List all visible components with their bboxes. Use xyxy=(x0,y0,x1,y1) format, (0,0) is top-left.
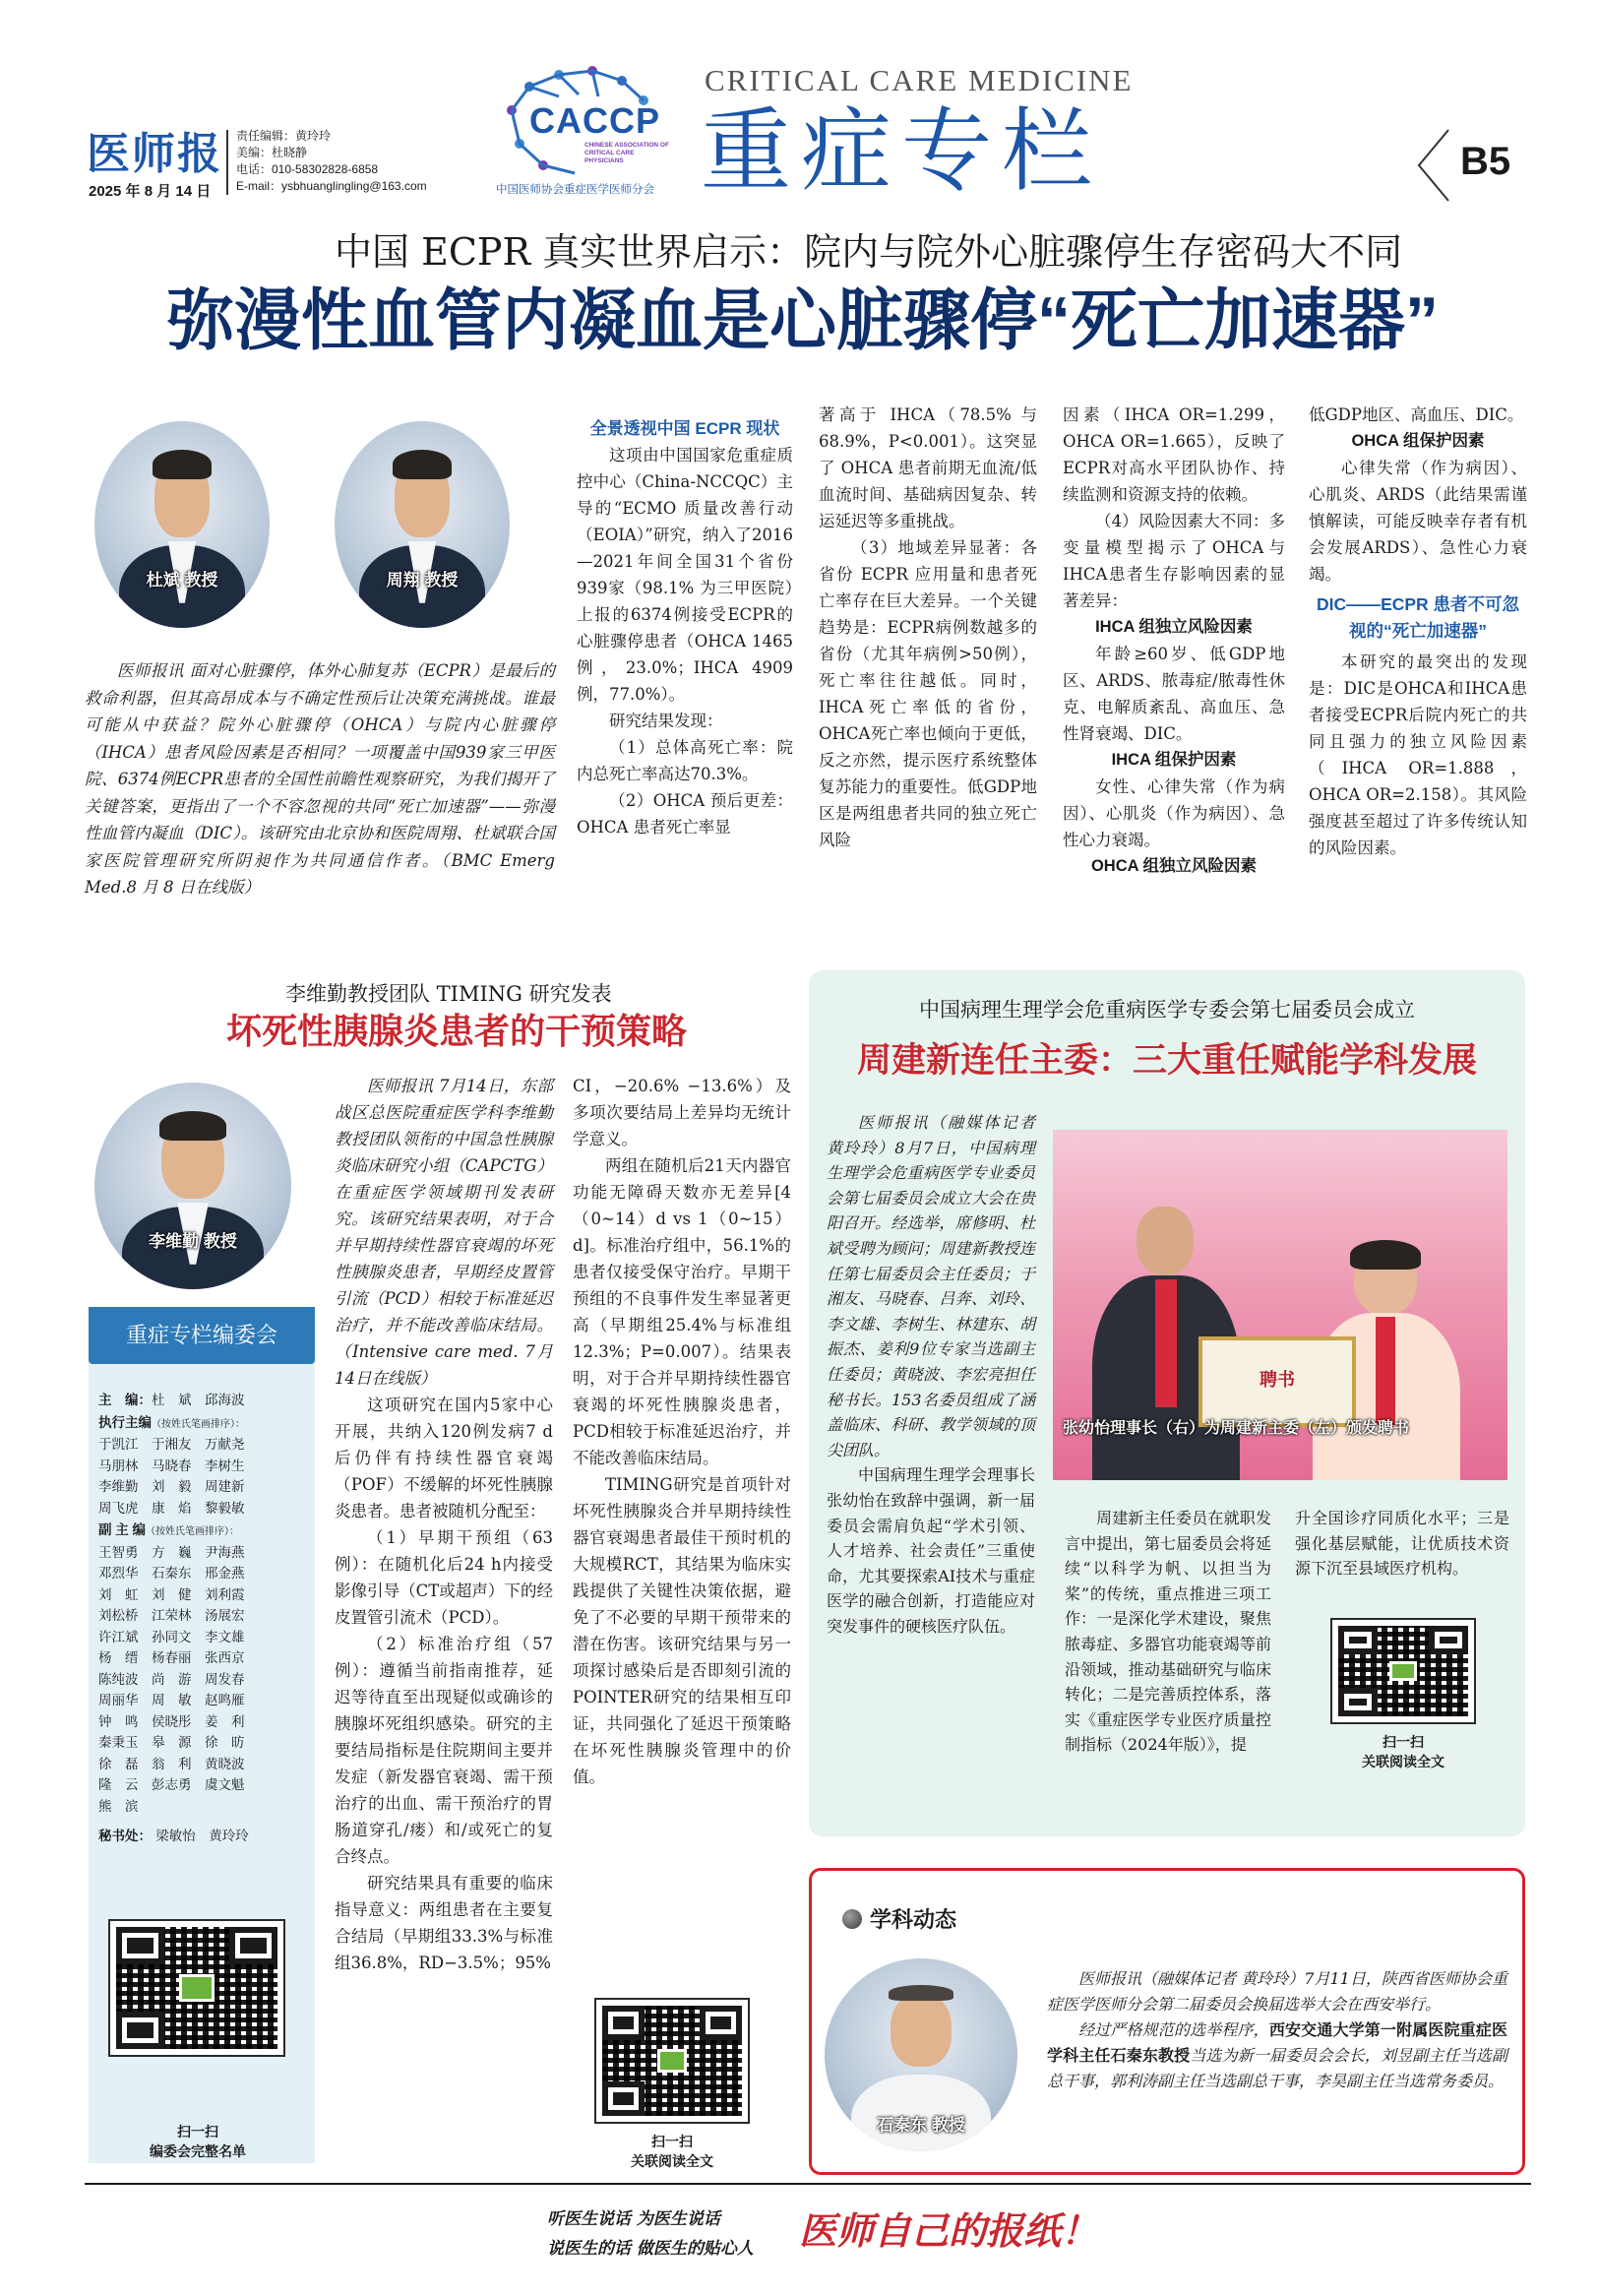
lead-paragraph: 著高于 IHCA（78.5% 与 68.9%，P<0.001）。这突显了 OHCA 患者前期无血流/低血流时间、基础病因复杂、转运延迟等多重挑战。 xyxy=(819,405,1037,530)
lead-subhead: OHCA 组保护因素 xyxy=(1351,432,1485,450)
qr-finder xyxy=(1338,1688,1378,1716)
lead-column-3 xyxy=(819,402,1037,853)
committee-member-row: 周飞虎 康 焰 黎毅敏 xyxy=(98,1500,245,1517)
timing-qr-caption xyxy=(590,2132,754,2171)
timing-paragraph: 两组在随机后21天内器官功能无障碍天数亦无差异[4（0~14）d vs 1（0~15）d]。标准治疗组中，56.1%的患者仅接受保守治疗。早期干预组的不良事件发生率显著更高（早期组25.4%与标准组12.3%；P=0.007）。结果表明，对于合并早期持续性器官衰竭的坏死性胰腺炎患者，PCD相较于标准延迟治疗，并不能改善临床结局。 xyxy=(573,1156,791,1467)
qr-logo xyxy=(1389,1661,1418,1682)
committee-member-row: 于凯江 于湘友 万献尧 xyxy=(98,1437,245,1453)
avatar-hair xyxy=(393,450,453,478)
person-head xyxy=(1137,1207,1194,1275)
issue-date: 2025 年 8 月 14 日 xyxy=(89,183,212,200)
lead-paragraph: （4）风险因素大不同：多变量模型揭示了OHCA与IHCA患者生存影响因素的显著差异： xyxy=(1063,512,1285,610)
lead-kicker: 中国 ECPR 真实世界启示：院内与院外心脏骤停生存密码大不同 xyxy=(335,230,1403,274)
pathophys-paragraph: 升全国诊疗同质化水平；三是强化基层赋能，让优质技术资源下沉至县域医疗机构。 xyxy=(1295,1509,1509,1579)
avatar-du-bin xyxy=(94,421,270,628)
committee-sec: 梁敏怡 黄玲玲 xyxy=(155,1829,249,1844)
committee-chief-label: 主 编： xyxy=(98,1393,152,1407)
dynamics-text-part: 当选为新一届委员会会长，刘昱副主任当选副总干事，郭利涛副主任当选副总干事，李昊副主任当选常务委员。 xyxy=(1047,2046,1507,2090)
timing-paragraph: CI，−20.6% −13.6%）及多项次要结局上差异均无统计学意义。 xyxy=(573,1077,791,1148)
timing-column-2 xyxy=(573,1073,791,1790)
committee-vice-list xyxy=(98,1543,309,1819)
lead-subhead: IHCA 组保护因素 xyxy=(1111,751,1237,769)
qr-caption-line: 关联阅读全文 xyxy=(631,2153,713,2169)
person-lanyard xyxy=(1376,1317,1395,1425)
page-number: B5 xyxy=(1460,140,1511,183)
section-title-cn: 重症专栏 xyxy=(701,101,1103,202)
caccp-logo xyxy=(490,57,677,201)
logo-cn: 中国医师协会重症医学医师分会 xyxy=(496,184,654,196)
lead-paragraph: （2）OHCA 预后更差：OHCA 患者死亡率显 xyxy=(577,791,793,837)
lead-subhead: IHCA 组独立风险因素 xyxy=(1095,618,1253,636)
avatar-zhou-xiang xyxy=(335,421,510,628)
pathophys-qr-caption xyxy=(1319,1732,1488,1771)
section-title-en: CRITICAL CARE MEDICINE xyxy=(705,63,1134,97)
editor-line: 责任编辑：黄玲玲 xyxy=(236,129,332,143)
avatar-hair xyxy=(889,1985,954,2001)
lead-paragraph: 这项由中国国家危重症质控中心（China-NCCQC）主导的“ECMO 质量改善行动（EOIA）”研究，纳入了2016—2021年间全国31个省份939家（98.1% 为三甲医院）上报的6374例接受ECPR的心脏骤停患者（OHCA 1465例，23.0%；IHCA 4909例，77.0%）。 xyxy=(577,446,793,704)
pathophys-kicker: 中国病理生理学会危重病医学专委会第七届委员会成立 xyxy=(919,998,1415,1022)
pathophys-paragraph: 周建新主任委员在就职发言中提出，第七届委员会将延续“以科学为帆、以担当为桨”的传统，重点推进三项工作：一是深化学术建设，聚焦脓毒症、多器官功能衰竭等前沿领域，推动基础研究与临床转化；二是完善质控体系，落实《重症医学专业医疗质量控制指标（2024年版）》，提 xyxy=(1065,1509,1271,1755)
timing-paragraph: 研究结果具有重要的临床指导意义：两组患者在主要复合结局（早期组33.3%与标准组36.8%，RD−3.5%；95% xyxy=(335,1874,553,1972)
timing-headline: 坏死性胰腺炎患者的干预策略 xyxy=(226,1011,688,1051)
lead-subhead-dic: DIC——ECPR 患者不可忽视的“死亡加速器” xyxy=(1316,594,1520,641)
lead-column-5 xyxy=(1309,402,1527,861)
lead-subhead: OHCA 组独立风险因素 xyxy=(1090,857,1258,875)
dynamics-paragraph: 医师报讯（融媒体记者 黄玲玲）7月11日，陕西省医师协会重症医学医师分会第二届委员会换届选举大会在西安举行。 xyxy=(1047,1969,1507,2014)
avatar-hair xyxy=(159,1111,226,1140)
qr-caption-line: 关联阅读全文 xyxy=(1362,1754,1444,1769)
committee-chief-row xyxy=(98,1390,309,1412)
timing-paragraph: （1）早期干预组（63例）：在随机化后24 h内接受影像引导（CT或超声）下的经皮置管引流术（PCD）。 xyxy=(335,1528,553,1627)
committee-member-row: 王智勇 方 巍 尹海燕 xyxy=(98,1544,245,1561)
lead-paragraph: 低GDP地区、高血压、DIC。 xyxy=(1309,405,1524,424)
avatar-caption: 李维勤 教授 xyxy=(149,1232,237,1252)
committee-member-row: 秦秉玉 皋 源 徐 昉 xyxy=(98,1735,245,1751)
committee-member-row: 刘松桥 江荣林 汤展宏 xyxy=(98,1608,245,1624)
timing-paragraph: 这项研究在国内5家中心开展，共纳入120例发病7 d后仍伴有持续性器官衰竭（POF）不缓解的坏死性胰腺炎患者。患者被随机分配至： xyxy=(335,1396,553,1520)
committee-member-row: 马朋林 马晓春 李树生 xyxy=(98,1458,245,1474)
committee-member-row: 熊 滨 xyxy=(98,1798,139,1815)
dynamics-bullet-icon xyxy=(842,1909,862,1929)
editor-info xyxy=(236,128,427,195)
qr-logo xyxy=(657,2049,688,2074)
qr-finder xyxy=(1429,1626,1468,1654)
qr-finder xyxy=(229,1927,277,1964)
pathophys-column-3 xyxy=(1295,1506,1509,1582)
committee-member-row: 钟 鸣 侯晓彤 姜 利 xyxy=(98,1713,245,1730)
committee-member-row: 邓烈华 石秦东 邢金燕 xyxy=(98,1566,245,1582)
qr-finder xyxy=(602,2081,645,2116)
lead-paragraph: 因素（IHCA OR=1.299，OHCA OR=1.665），反映了ECPR对高水平团队协作、持续监测和资源支持的依赖。 xyxy=(1063,405,1285,504)
masthead-divider xyxy=(226,130,228,195)
qr-caption-line: 扫一扫 xyxy=(651,2134,693,2149)
art-line: 美编：杜晓静 xyxy=(236,146,308,159)
committee-member-row: 杨 缙 杨春丽 张西京 xyxy=(98,1650,245,1666)
lead-paragraph: 心律失常（作为病因）、心肌炎、ARDS（此结果需谨慎解读，可能反映幸存者有机会发展ARDS）、急性心力衰竭。 xyxy=(1309,459,1527,584)
qr-caption-line: 编委会完整名单 xyxy=(150,2143,246,2159)
qr-finder xyxy=(116,2012,164,2049)
pathophys-column-1 xyxy=(827,1110,1035,1639)
dynamics-text xyxy=(1047,1966,1507,2094)
qr-caption-line: 扫一扫 xyxy=(1383,1734,1424,1750)
qr-logo xyxy=(179,1974,214,2001)
committee-member-row: 隆 云 彭志勇 虞文魁 xyxy=(98,1777,245,1793)
lead-paragraph: 本研究的最突出的发现是：DIC是OHCA和IHCA患者接受ECPR后院内死亡的共同且强力的独立风险因素（IHCA OR=1.888，OHCA OR=2.158）。其风险强度甚至超过了许多传统认知的风险因素。 xyxy=(1309,652,1527,857)
qr-finder xyxy=(602,2006,645,2040)
avatar-caption: 周翔 教授 xyxy=(386,571,459,590)
avatar-shi-qindong xyxy=(825,1958,1017,2151)
page-chevron-icon xyxy=(1413,126,1452,205)
committee-secretary-row xyxy=(98,1826,309,1848)
timing-paragraph: TIMING研究是首项针对坏死性胰腺炎合并早期持续性器官衰竭患者最佳干预时机的大规模RCT，其结果为临床实践提供了关键性决策依据，避免了不必要的早期干预带来的潜在伤害。该研究结果与另一项探讨感染后是否即刻引流的POINTER研究的结果相互印证，共同强化了延迟干预策略在坏死性胰腺炎管理中的价值。 xyxy=(573,1475,791,1786)
qr-finder xyxy=(700,2006,742,2040)
lead-paragraph: （1）总体高死亡率：院内总死亡率高达70.3%。 xyxy=(577,738,793,783)
ceremony-photo xyxy=(1053,1130,1507,1480)
lead-paragraph: 研究结果发现： xyxy=(609,712,723,730)
photo-caption: 张幼怡理事长（右）为周建新主委（左）颁发聘书 xyxy=(1063,1420,1410,1437)
lead-column-4 xyxy=(1063,402,1285,880)
lead-headline: 弥漫性血管内凝血是心脏骤停“死亡加速器” xyxy=(167,283,1440,358)
footer-line-1: 听医生说话 为医生说话 xyxy=(547,2209,720,2229)
timing-paragraph: （2）标准治疗组（57例）：遵循当前指南推荐，延迟等待直至出现疑似或确诊的胰腺坏死组织感染。研究的主要结局指标是住院期间主要并发症（新发器官衰竭、需干预治疗的出血、需干预治疗的胃肠道穿孔/瘘）和/或死亡的复合终点。 xyxy=(335,1635,553,1866)
avatar-head xyxy=(891,1993,953,2066)
phone-line: 电话：010-58302828-6858 xyxy=(236,162,379,176)
logo-text: CACCP xyxy=(529,100,661,141)
committee-exec-note: （按姓氏笔画排序）： xyxy=(152,1418,245,1430)
footer-slogan: 医师自己的报纸！ xyxy=(799,2208,1099,2253)
pathophys-column-2 xyxy=(1065,1506,1271,1758)
committee-list xyxy=(98,1390,309,1848)
committee-title: 重症专栏编委会 xyxy=(89,1307,315,1364)
lead-column-2 xyxy=(577,415,793,840)
timing-qr-code[interactable] xyxy=(594,1998,750,2124)
committee-member-row: 刘 虹 刘 健 刘利霞 xyxy=(98,1586,245,1603)
person-hair xyxy=(1350,1240,1421,1270)
pathophys-qr-code[interactable] xyxy=(1330,1618,1476,1724)
pathophys-paragraph: 医师报讯（融媒体记者 黄玲玲）8月7日，中国病理生理学会危重病医学专业委员会第七届委员会成立大会在贵阳召开。经选举，席修明、杜斌受聘为顾问；周建新教授连任第七届委员会主任委员；于湘友、马晓春、吕奔、刘玲、李文雄、李树生、林建东、胡振杰、姜利9位专家当选副主任委员；黄晓波、李宏亮担任秘书长。153名委员组成了涵盖临床、科研、教学领域的顶尖团队。 xyxy=(827,1113,1035,1459)
committee-exec-list xyxy=(98,1435,309,1520)
dynamics-text-part: 经过严格规范的选举程序， xyxy=(1078,2020,1269,2039)
avatar-caption: 杜斌 教授 xyxy=(146,571,218,590)
lead-subhead-overview: 全景透视中国 ECPR 现状 xyxy=(589,419,780,438)
committee-vice-label: 副 主 编 xyxy=(98,1522,147,1537)
pathophys-paragraph: 中国病理生理学会理事长张幼怡在致辞中强调，新一届委员会需肩负起“学术引领、人才培养、社会责任”三重使命，尤其要探索AI技术与重症医学的融合创新，打造能应对突发事件的硬核医疗队伍。 xyxy=(827,1465,1035,1636)
certificate: 聘书 xyxy=(1198,1336,1356,1427)
committee-vice-note: （按姓氏笔画排序）： xyxy=(146,1526,240,1537)
committee-member-row: 陈纯波 尚 游 周发春 xyxy=(98,1671,245,1688)
committee-exec-row xyxy=(98,1412,309,1436)
qr-finder xyxy=(116,1927,164,1964)
committee-member-row: 许江斌 孙同文 李文雄 xyxy=(98,1629,245,1645)
footer-rule xyxy=(85,2183,1531,2185)
committee-qr-code[interactable] xyxy=(108,1919,285,2057)
avatar-li-weiqin xyxy=(94,1083,291,1289)
lead-paragraph: 年龄≥60岁、低GDP地区、ARDS、脓毒症/脓毒性休克、电解质紊乱、高血压、急性肾衰竭、DIC。 xyxy=(1063,645,1285,743)
footer-line-2: 说医生的话 做医生的贴心人 xyxy=(547,2239,754,2259)
lead-intro-text: 医师报讯 面对心脏骤停，体外心肺复苏（ECPR）是最后的救命利器，但其高昂成本与不确定性预后让决策充满挑战。谁最可能从中获益？院外心脏骤停（OHCA）与院内心脏骤停（IHCA）患者风险因素是否相同？一项覆盖中国939家三甲医院、6374例ECPR患者的全国性前瞻性观察研究，为我们揭开了关键答案，更指出了一个不容忽视的共同“死亡加速器”——弥漫性血管内凝血（DIC）。该研究由北京协和医院周翔、杜斌联合国家医院管理研究所阴昶作为共同通信作者。（BMC Emerg Med.8 月 8 日在线版） xyxy=(85,661,555,897)
dynamics-paragraph-2 xyxy=(1047,2017,1507,2094)
logo-en: CHINESE ASSOCIATION OF CRITICAL CARE PHYSICIANS xyxy=(584,142,669,164)
committee-qr-caption xyxy=(94,2122,301,2161)
timing-column-1 xyxy=(335,1073,553,1976)
dynamics-title: 学科动态 xyxy=(870,1907,957,1932)
lead-paragraph: （3）地域差异显著：各省份 ECPR 应用量和患者死亡率存在巨大差异。一个关键趋势是：ECPR病例数越多的省份（尤其年病例>50例），死亡率往往越低。同时，IHCA死亡率低的省份，OHCA死亡率也倾向于更低，反之亦然，提示医疗系统整体复苏能力的重要性。低GDP地区是两组患者共同的独立死亡风险 xyxy=(819,538,1037,849)
qr-finder xyxy=(1338,1626,1378,1654)
paper-name: 医师报 xyxy=(87,129,222,179)
qr-caption-line: 扫一扫 xyxy=(177,2124,218,2140)
committee-member-row: 徐 磊 翁 利 黄晓波 xyxy=(98,1756,245,1772)
dynamics-highlight: 西安交通大学第一附属医院重症医学科主任石秦东教授 xyxy=(1047,2020,1507,2065)
email-line: E-mail：ysbhuanglingling@163.com xyxy=(236,179,427,193)
lead-paragraph: 女性、心律失常（作为病因）、心肌炎（作为病因）、急性心力衰竭。 xyxy=(1063,777,1285,849)
committee-exec-label: 执行主编 xyxy=(98,1414,152,1430)
committee-chief: 杜 斌 邱海波 xyxy=(152,1393,245,1408)
person-lanyard xyxy=(1155,1279,1177,1407)
committee-sec-label: 秘书处： xyxy=(98,1829,152,1843)
pathophys-headline: 周建新连任主委：三大重任赋能学科发展 xyxy=(856,1041,1477,1080)
lead-intro xyxy=(85,657,555,901)
avatar-hair xyxy=(153,450,213,478)
committee-vice-row xyxy=(98,1520,309,1543)
timing-kicker: 李维勤教授团队 TIMING 研究发表 xyxy=(285,982,612,1006)
timing-paragraph: 医师报讯 7月14日，东部战区总医院重症医学科李维勤教授团队领衔的中国急性胰腺炎临床研究小组（CAPCTG）在重症医学领域期刊发表研究。该研究结果表明，对于合并早期持续性器官衰竭的坏死性胰腺炎患者，早期经皮置管引流（PCD）相较于标准延迟治疗，并不能改善临床结局。（Intensive care med. 7月14日在线版） xyxy=(335,1077,553,1388)
committee-member-row: 李维勤 刘 毅 周建新 xyxy=(98,1479,245,1495)
avatar-caption: 石秦东 教授 xyxy=(877,2116,965,2136)
committee-member-row: 周丽华 周 敏 赵鸣雁 xyxy=(98,1693,245,1708)
